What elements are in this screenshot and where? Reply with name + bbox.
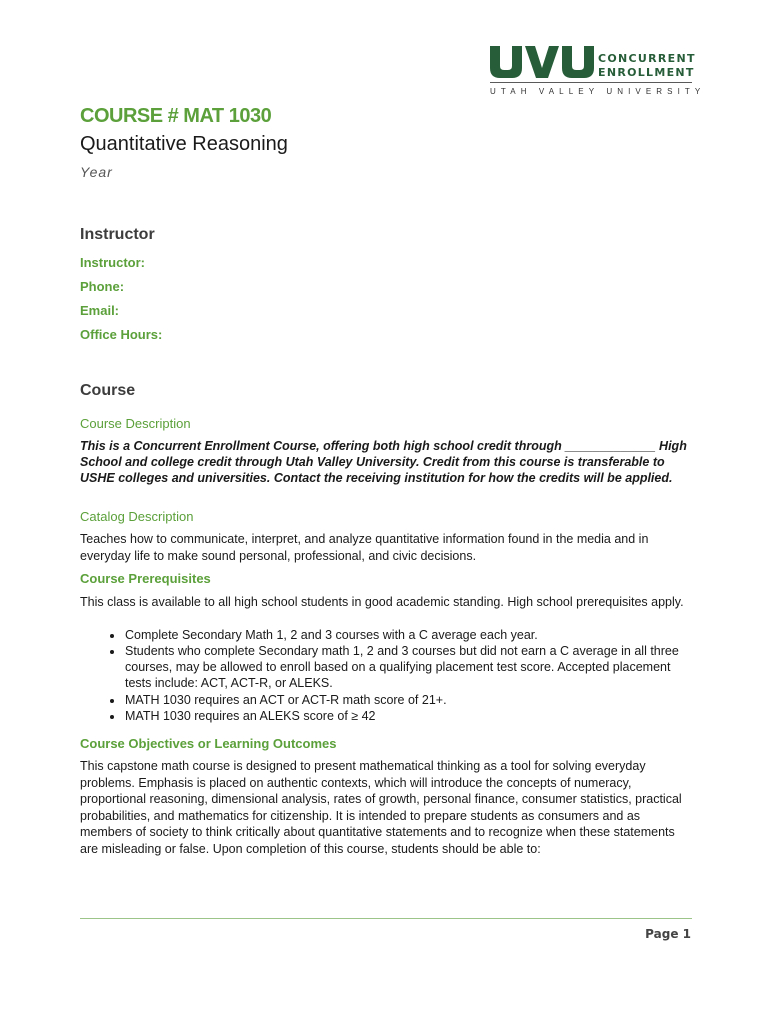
course-number-title: COURSE # MAT 1030 <box>80 105 272 127</box>
course-description-text: This is a Concurrent Enrollment Course, offering both high school credit through _____________ High School and college credit through Utah Valley University. Credit from this course is transferable to USHE colleges and universities. Contact the receiving institution for how the credits will be applied. <box>80 439 687 485</box>
logo-divider <box>490 82 692 83</box>
email-field: Email: <box>80 303 120 318</box>
prerequisites-list <box>80 627 692 725</box>
university-name: UTAH VALLEY UNIVERSITY <box>490 87 706 96</box>
phone-field: Phone: <box>80 279 125 294</box>
list-item: • Students who complete Secondary math 1, 2 and 3 courses but did not earn a C average in all three courses, may be allowed to enroll based on a qualifying placement test score. Accepted placement tests include: ACT, ACT-R, or ALEKS. <box>124 643 692 692</box>
office-hours-field: Office Hours: <box>80 327 163 342</box>
list-item: • Complete Secondary Math 1, 2 and 3 courses with a C average each year. <box>124 627 692 643</box>
concurrent-enrollment-label <box>598 52 696 80</box>
course-heading: Course <box>80 382 136 399</box>
list-item: • MATH 1030 requires an ALEKS score of ≥ 42 <box>124 708 692 724</box>
footer-divider <box>80 918 692 919</box>
page-number: Page 1 <box>645 927 691 941</box>
logo-line-enrollment: ENROLLMENT <box>598 66 695 79</box>
instructor-field: Instructor: <box>80 255 145 270</box>
catalog-description-text: Teaches how to communicate, interpret, and analyze quantitative information found in the media and in everyday life to make sound personal, professional, and civic decisions. <box>80 532 649 563</box>
uvu-logo <box>490 46 706 102</box>
course-year: Year <box>80 164 113 180</box>
prerequisites-heading: Course Prerequisites <box>80 571 211 586</box>
prerequisites-text: This class is available to all high school students in good academic standing. High school prerequisites apply. <box>80 595 684 609</box>
list-item: • MATH 1030 requires an ACT or ACT-R math score of 21+. <box>124 692 692 708</box>
instructor-heading: Instructor <box>80 226 155 243</box>
logo-line-concurrent: CONCURRENT <box>598 52 696 65</box>
course-name: Quantitative Reasoning <box>80 133 288 155</box>
catalog-description-heading: Catalog Description <box>80 509 194 524</box>
uvu-wordmark-graphic <box>490 46 594 78</box>
objectives-heading: Course Objectives or Learning Outcomes <box>80 736 337 752</box>
document-body <box>80 104 692 857</box>
objectives-text: This capstone math course is designed to present mathematical thinking as a tool for solving everyday problems. Emphasis is placed on authentic contexts, which will introduce the concepts of numeracy, proportional reasoning, dimensional analysis, rates of growth, personal finance, consumer statistics, practical probabilities, and mathematics for citizenship. It is intended to prepare students as consumers and as members of society to think critically about quantitative statements and to recognize when these statements are misleading or false. Upon completion of this course, students should be able to: <box>80 759 682 856</box>
course-description-heading: Course Description <box>80 416 191 431</box>
